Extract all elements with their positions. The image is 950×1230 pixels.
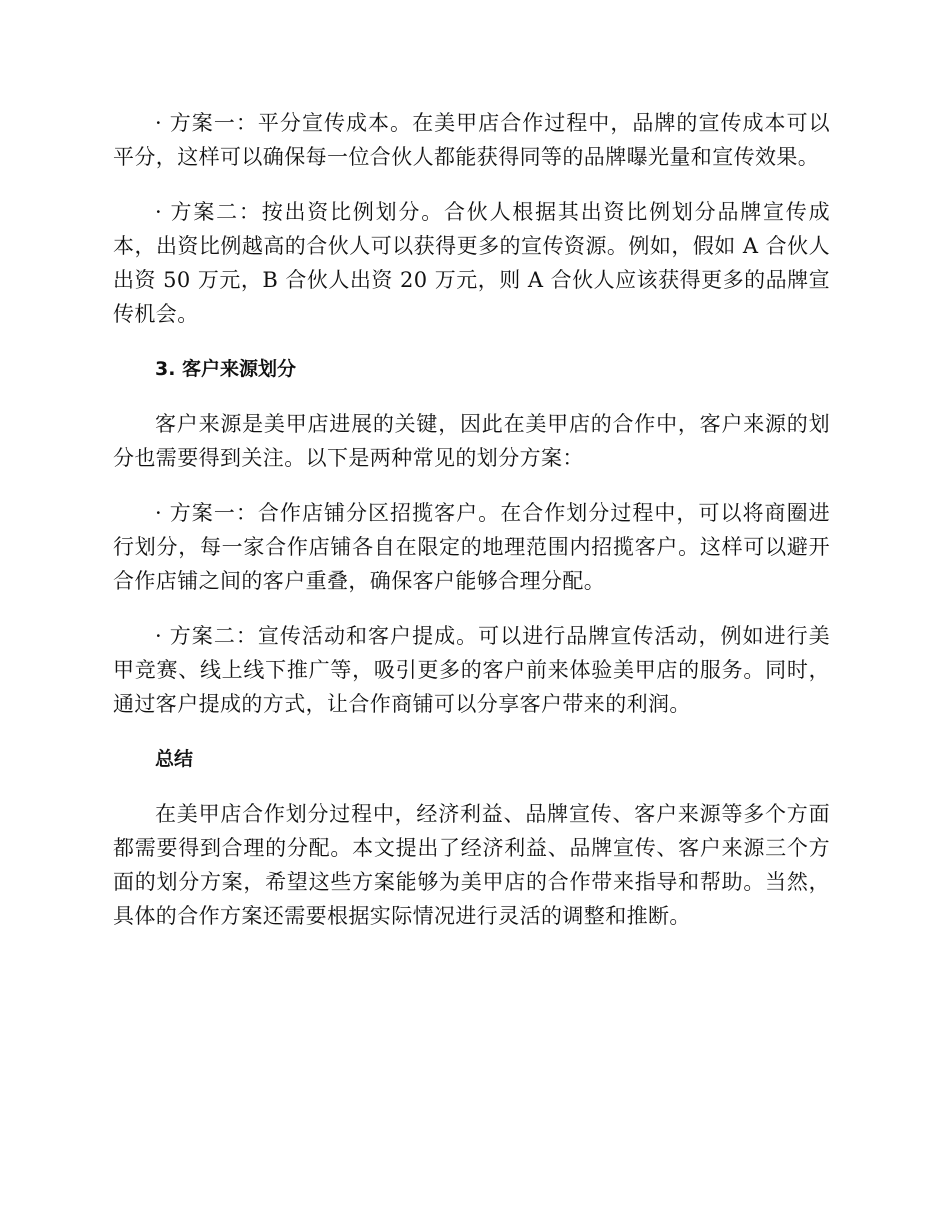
section-heading-summary: 总结: [155, 748, 194, 770]
paragraph-summary: 在美甲店合作划分过程中，经济利益、品牌宣传、客户来源等多个方面都需要得到合理的分配。本文提出了经济利益、品牌宣传、客户来源三个方面的划分方案，希望这些方案能够为美甲店的合作带来指导和帮助。当然，具体的合作方案还需要根据实际情况进行灵活的调整和推断。: [113, 802, 830, 928]
paragraph-plan-one-brand: · 方案一：平分宣传成本。在美甲店合作过程中，品牌的宣传成本可以平分，这样可以确保每一位合伙人都能获得同等的品牌曝光量和宣传效果。: [113, 111, 830, 169]
paragraph-plan-one-customer: · 方案一：合作店铺分区招揽客户。在合作划分过程中，可以将商圈进行划分，每一家合作店铺各自在限定的地理范围内招揽客户。这样可以避开合作店铺之间的客户重叠，确保客户能够合理分配。: [113, 501, 830, 593]
paragraph-customer-source-intro: 客户来源是美甲店进展的关键，因此在美甲店的合作中，客户来源的划分也需要得到关注。以下是两种常见的划分方案：: [113, 412, 830, 470]
paragraph-plan-two-brand: · 方案二：按出资比例划分。合伙人根据其出资比例划分品牌宣传成本，出资比例越高的合伙人可以获得更多的宣传资源。例如，假如 A 合伙人出资 50 万元，B 合伙人出资 20 万元，则 A 合伙人应该获得更多的品牌宣传机会。: [113, 200, 830, 326]
paragraph-plan-two-customer: · 方案二：宣传活动和客户提成。可以进行品牌宣传活动，例如进行美甲竞赛、线上线下推广等，吸引更多的客户前来体验美甲店的服务。同时，通过客户提成的方式，让合作商铺可以分享客户带来的利润。: [113, 624, 830, 716]
section-heading-customer-source: 3. 客户来源划分: [155, 358, 297, 380]
